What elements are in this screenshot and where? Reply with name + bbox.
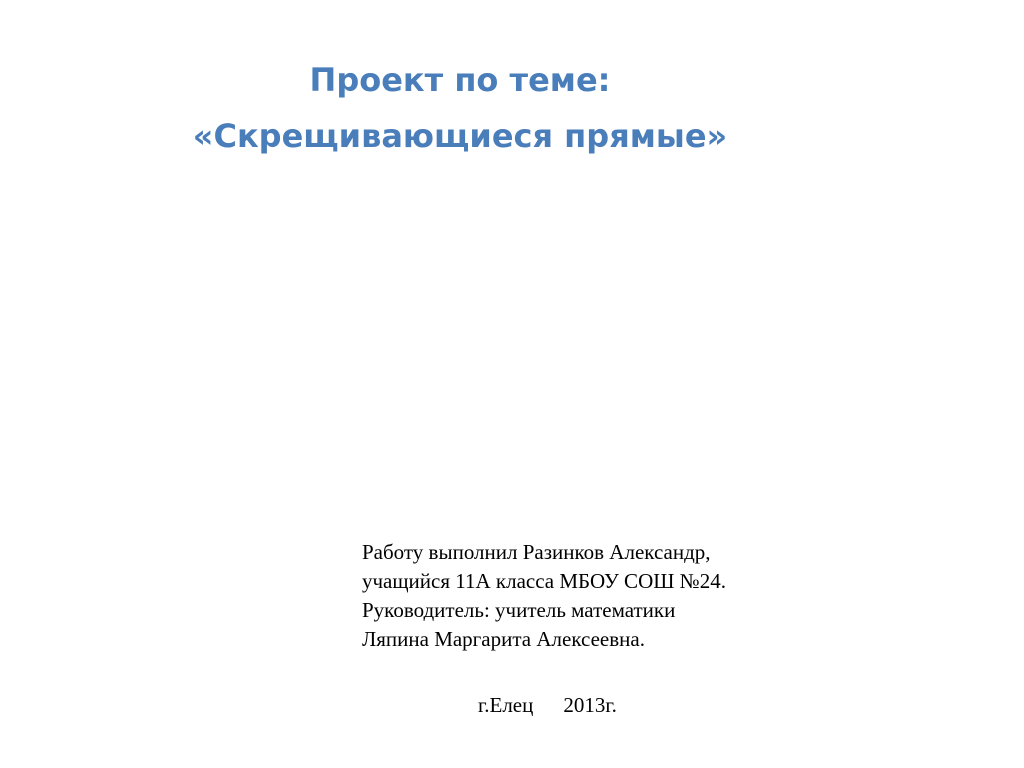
author-line-2: учащийся 11А класса МБОУ СОШ №24. (362, 569, 726, 593)
author-line-3: Руководитель: учитель математики (362, 598, 676, 622)
city: г.Елец (478, 693, 534, 717)
author-line-4: Ляпина Маргарита Алексеевна. (362, 627, 645, 651)
slide-title (100, 52, 820, 164)
author-line-1: Работу выполнил Разинков Александр, (362, 540, 711, 564)
title-line-2: «Скрещивающиеся прямые» (192, 117, 728, 155)
year: 2013г. (563, 693, 617, 717)
title-line-1: Проект по теме: (309, 61, 611, 99)
author-info (362, 538, 922, 654)
place-and-year (478, 691, 617, 720)
